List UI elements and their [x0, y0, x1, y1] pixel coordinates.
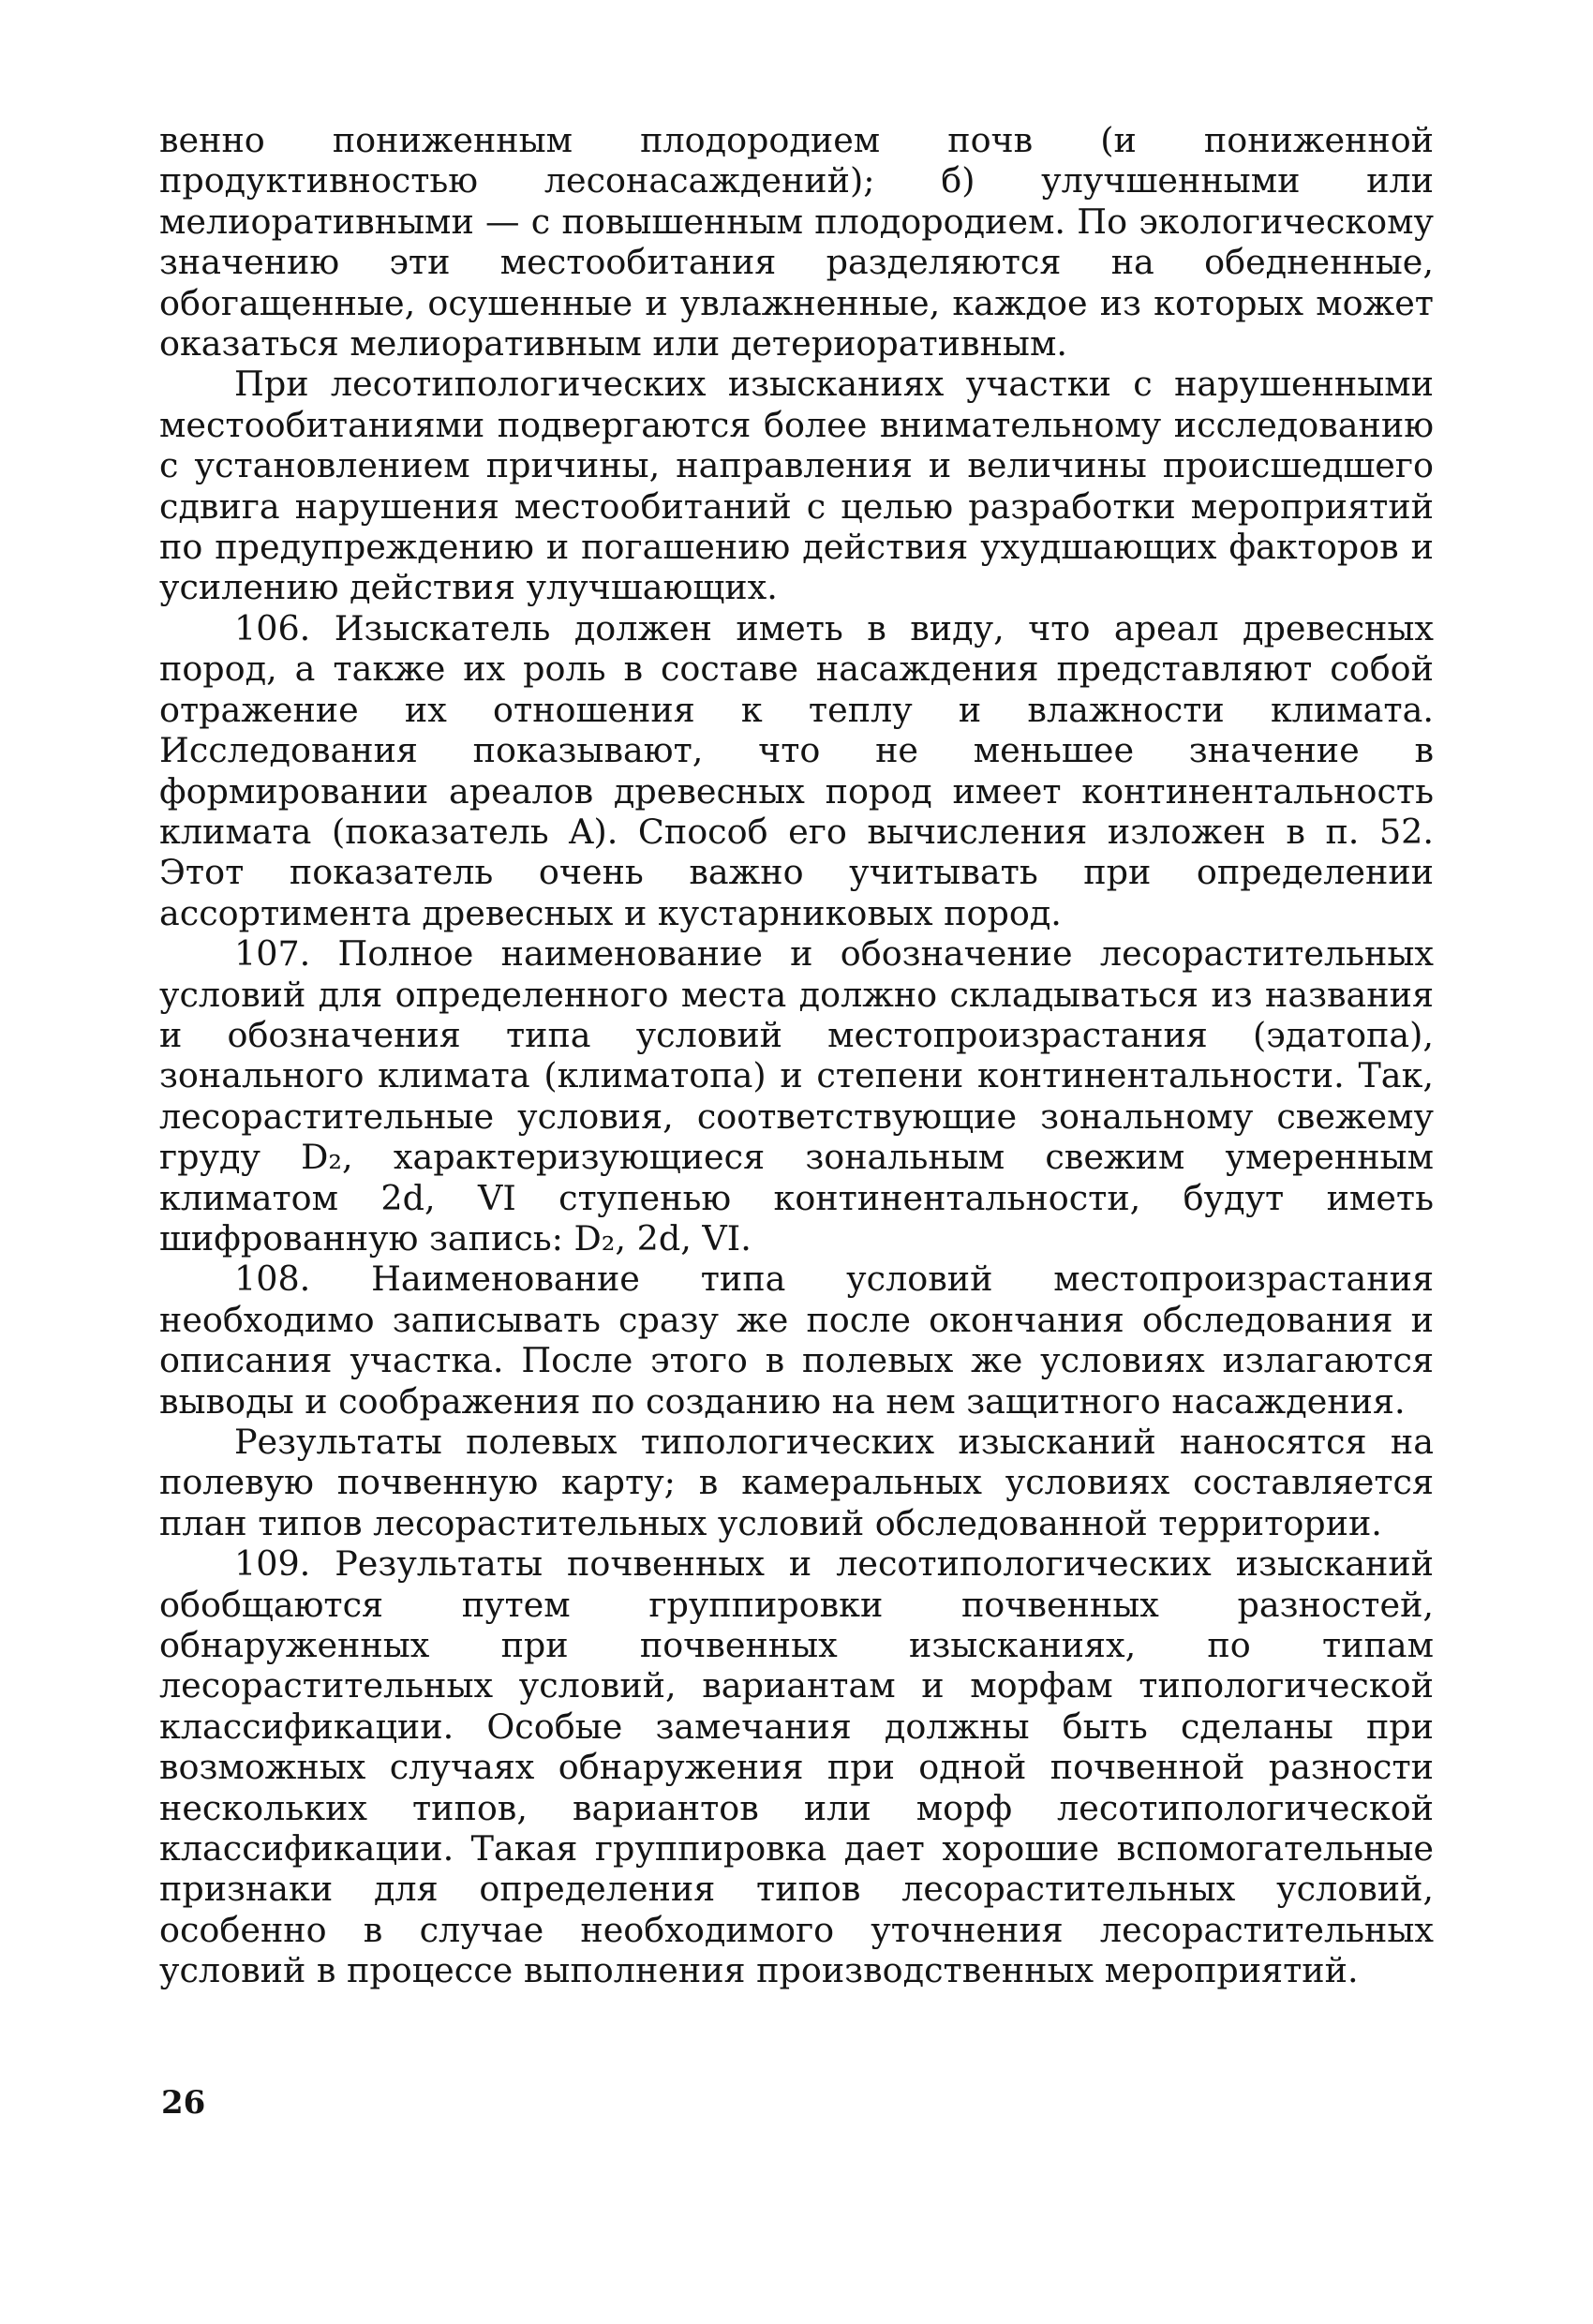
- paragraph-continuation: венно пониженным плодородием почв (и пониженной продуктивностью лесонасаждений); б) улучшенными или мелиоративными — с повышенным плодородием. По экологическому значению эти местообитания разделяются на обедненные, обогащенные, осушенные и увлажненные, каждое из которых может оказаться мелиоративным или детериоративным.: [159, 120, 1434, 365]
- paragraph-disturbed-habitats: При лесотипологических изысканиях участки с нарушенными местообитаниями подвергаются более внимательному исследованию с установлением причины, направления и величины происшедшего сдвига нарушения местообитаний с целью разработки мероприятий по предупреждению и погашению действия ухудшающих факторов и усилению действия улучшающих.: [159, 364, 1434, 608]
- paragraph-107: 107. Полное наименование и обозначение лесорастительных условий для определенного места должно складываться из названия и обозначения типа условий местопроизрастания (эдатопа), зонального климата (климатопа) и степени континентальности. Так, лесорастительные условия, соответствующие зональному свежему груду D₂, характеризующиеся зональным свежим умеренным климатом 2d, VI ступенью континентальности, будут иметь шифрованную запись: D₂, 2d, VI.: [159, 933, 1434, 1259]
- paragraph-109: 109. Результаты почвенных и лесотипологических изысканий обобщаются путем группировки почвенных разностей, обнаруженных при почвенных изысканиях, по типам лесорастительных условий, вариантам и морфам типологической классификации. Особые замечания должны быть сделаны при возможных случаях обнаружения при одной почвенной разности нескольких типов, вариантов или морф лесотипологической классификации. Такая группировка дает хорошие вспомогательные признаки для определения типов лесорастительных условий, особенно в случае необходимого уточнения лесорастительных условий в процессе выполнения производственных мероприятий.: [159, 1543, 1434, 1991]
- paragraph-108: 108. Наименование типа условий местопроизрастания необходимо записывать сразу же после окончания обследования и описания участка. После этого в полевых же условиях излагаются выводы и соображения по созданию на нем защитного насаждения.: [159, 1259, 1434, 1422]
- page-number: 26: [161, 2084, 206, 2122]
- page-body: [159, 120, 1434, 1991]
- paragraph-field-results: Результаты полевых типологических изысканий наносятся на полевую почвенную карту; в камеральных условиях составляется план типов лесорастительных условий обследованной территории.: [159, 1422, 1434, 1543]
- paragraph-106: 106. Изыскатель должен иметь в виду, что ареал древесных пород, а также их роль в составе насаждения представляют собой отражение их отношения к теплу и влажности климата. Исследования показывают, что не меньшее значение в формировании ареалов древесных пород имеет континентальность климата (показатель A). Способ его вычисления изложен в п. 52. Этот показатель очень важно учитывать при определении ассортимента древесных и кустарниковых пород.: [159, 607, 1434, 933]
